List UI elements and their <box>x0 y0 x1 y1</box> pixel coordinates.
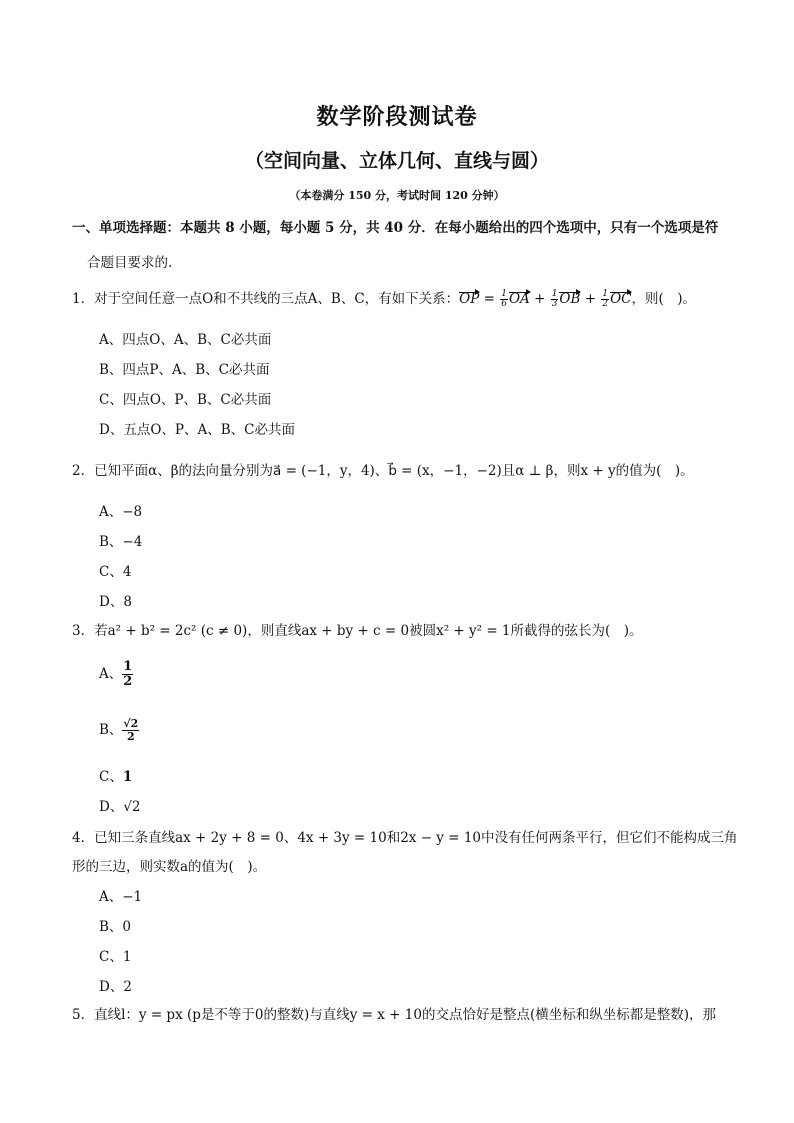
q4-option-d: D、2 <box>99 979 132 995</box>
question-1-formula: OP = $\frac{1}{6}$ OA + $\frac{1}{3}$ OB + $\frac{1}{2}$ OC <box>459 289 632 309</box>
q4-option-b: B、0 <box>99 919 132 935</box>
q3-option-a-label: A、 <box>99 666 123 682</box>
page-title: 数学阶段测试卷 <box>316 104 478 130</box>
q2-option-d: D、8 <box>99 594 132 610</box>
q3-option-d <box>99 795 141 815</box>
q1-option-d: D、五点O、P、A、B、C必共面 <box>99 422 295 438</box>
question-5: 5．直线l：y = px (p是不等于0的整数)与直线y = x + 10的交点恰好是整点(横坐标和纵坐标都是整数)，那 <box>72 1007 716 1023</box>
question-4-line2: 形的三边，则实数a的值为( )。 <box>72 859 267 875</box>
q3-option-d-value: √2 <box>123 799 141 815</box>
exam-note: （本卷满分 150 分，考试时间 120 分钟） <box>289 189 505 202</box>
q4-option-a: A、−1 <box>99 889 143 905</box>
q1-option-b: B、四点P、A、B、C必共面 <box>99 362 270 378</box>
question-1-prefix: 1．对于空间任意一点O和不共线的三点A、B、C，有如下关系： <box>72 291 460 307</box>
section-heading: 一、单项选择题：本题共 8 小题，每小题 5 分，共 40 分．在每小题给出的四个选项中，只有一个选项是符 <box>72 220 719 236</box>
q3-option-b-fraction: $\frac{√2}{2}$ <box>123 717 139 743</box>
q3-option-c-value: 1 <box>122 769 133 785</box>
q2-option-c: C、4 <box>99 564 132 580</box>
q3-option-c-label: C、 <box>99 769 123 785</box>
q3-option-b <box>99 718 139 743</box>
q2-option-a: A、−8 <box>99 504 143 520</box>
page-subtitle: （空间向量、立体几何、直线与圆） <box>244 150 549 172</box>
question-1-suffix: ，则( )。 <box>631 291 697 307</box>
q3-option-a-fraction: $\frac{1}{2}$ <box>123 659 133 689</box>
question-3: 3．若a² + b² = 2c² (c ≠ 0)，则直线ax + by + c = 0被圆x² + y² = 1所截得的弦长为( )。 <box>72 623 643 639</box>
q3-option-b-label: B、 <box>99 722 123 738</box>
q1-option-c: C、四点O、P、B、C必共面 <box>99 392 272 408</box>
section-heading-cont: 合题目要求的. <box>87 255 173 271</box>
q2-option-b: B、−4 <box>99 534 143 550</box>
q4-option-c: C、1 <box>99 949 132 965</box>
q3-option-d-label: D、 <box>99 799 124 815</box>
question-1 <box>72 287 696 309</box>
question-4-line1: 4．已知三条直线ax + 2y + 8 = 0、4x + 3y = 10和2x − y = 10中没有任何两条平行，但它们不能构成三角 <box>72 830 738 846</box>
q3-option-c <box>99 765 132 785</box>
q1-option-a: A、四点O、A、B、C必共面 <box>99 332 272 348</box>
question-2: 2．已知平面α、β的法向量分别为a⃗ = (−1，y，4)、b⃗ = (x，−1，−2)且α ⊥ β，则x + y的值为( )。 <box>72 463 694 479</box>
q3-option-a <box>99 660 133 689</box>
